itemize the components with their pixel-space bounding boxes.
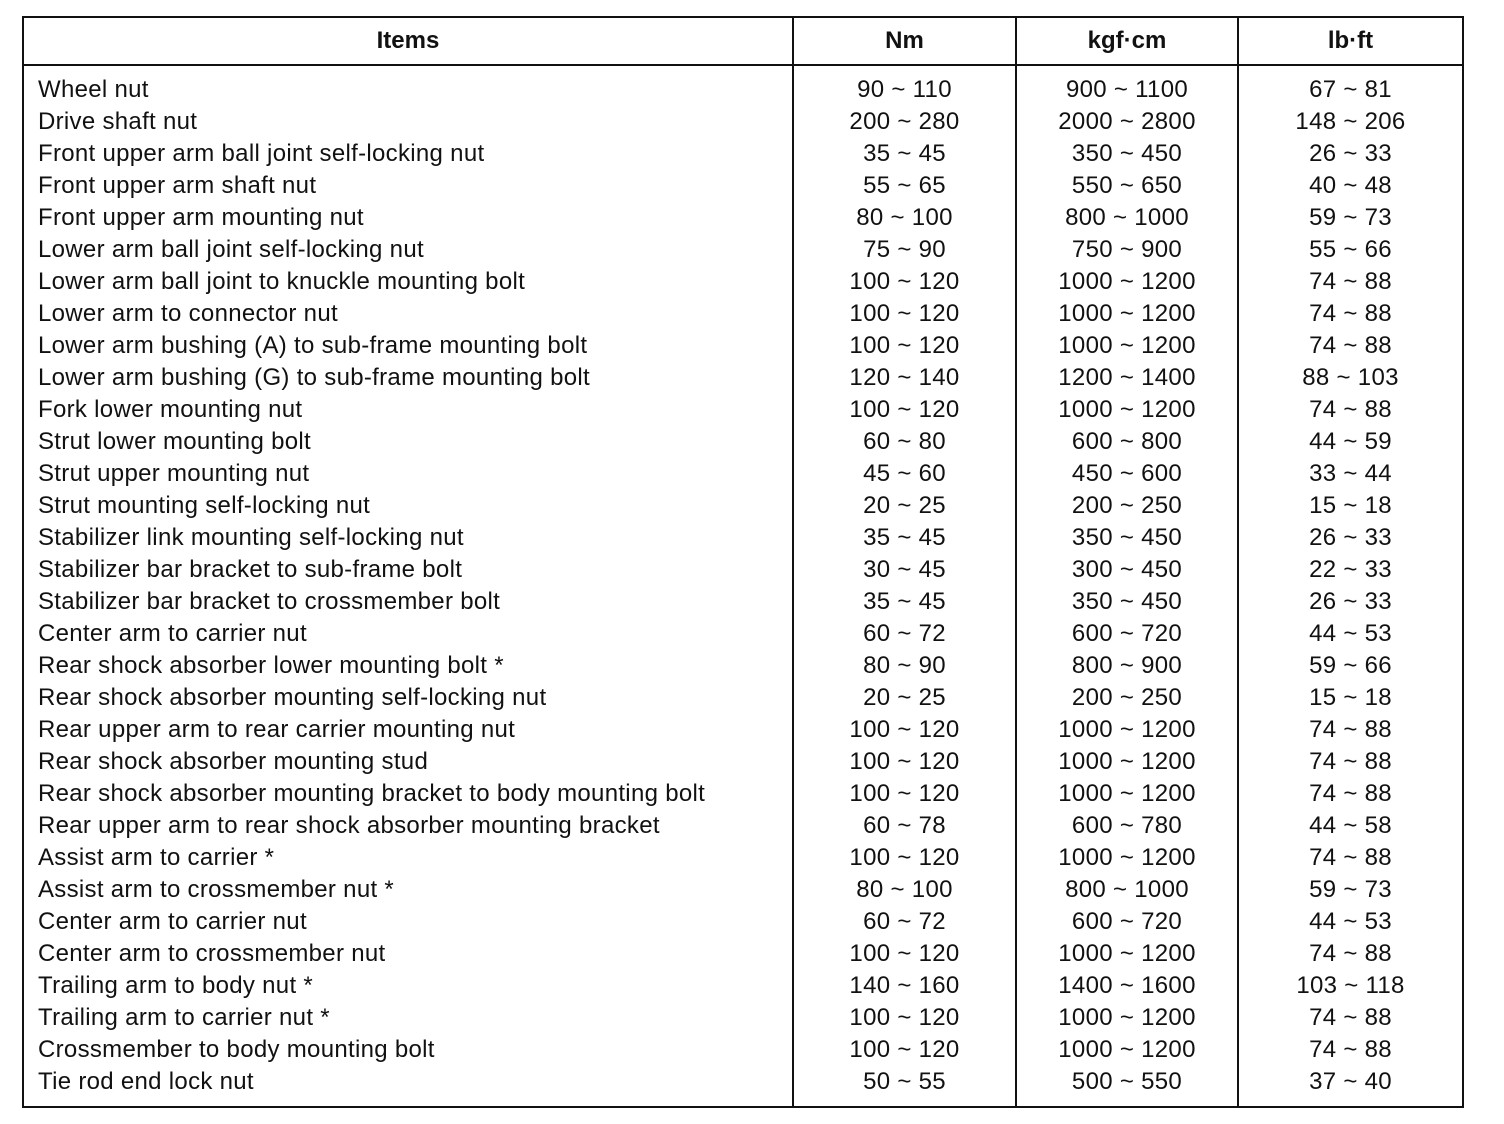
- torque-nm: 50 ~ 55: [793, 1066, 1016, 1107]
- torque-lb-ft: 74 ~ 88: [1238, 330, 1463, 362]
- table-row: [23, 362, 1463, 394]
- torque-lb-ft: 74 ~ 88: [1238, 842, 1463, 874]
- torque-kgf-cm: 1000 ~ 1200: [1016, 1002, 1238, 1034]
- torque-nm: 140 ~ 160: [793, 970, 1016, 1002]
- table-row: [23, 778, 1463, 810]
- item-name: Tie rod end lock nut: [38, 1068, 254, 1095]
- torque-kgf-cm: 300 ~ 450: [1016, 554, 1238, 586]
- torque-kgf-cm: 800 ~ 900: [1016, 650, 1238, 682]
- item-name: Lower arm bushing (G) to sub-frame mounting bolt: [38, 364, 590, 391]
- table-row: [23, 714, 1463, 746]
- torque-kgf-cm: 2000 ~ 2800: [1016, 106, 1238, 138]
- table-row: [23, 650, 1463, 682]
- item-name: Rear shock absorber mounting stud: [38, 748, 429, 775]
- torque-kgf-cm: 600 ~ 720: [1016, 906, 1238, 938]
- torque-kgf-cm: 500 ~ 550: [1016, 1066, 1238, 1107]
- torque-lb-ft: 67 ~ 81: [1238, 65, 1463, 106]
- table-body: [23, 65, 1463, 1107]
- torque-kgf-cm: 1000 ~ 1200: [1016, 938, 1238, 970]
- table-row: [23, 1066, 1463, 1107]
- torque-lb-ft: 26 ~ 33: [1238, 138, 1463, 170]
- torque-nm: 30 ~ 45: [793, 554, 1016, 586]
- item-name: Rear shock absorber lower mounting bolt *: [38, 652, 504, 679]
- torque-kgf-cm: 600 ~ 780: [1016, 810, 1238, 842]
- torque-lb-ft: 74 ~ 88: [1238, 1034, 1463, 1066]
- torque-lb-ft: 40 ~ 48: [1238, 170, 1463, 202]
- torque-lb-ft: 44 ~ 53: [1238, 906, 1463, 938]
- table-row: [23, 618, 1463, 650]
- torque-nm: 120 ~ 140: [793, 362, 1016, 394]
- torque-lb-ft: 59 ~ 66: [1238, 650, 1463, 682]
- torque-lb-ft: 74 ~ 88: [1238, 266, 1463, 298]
- table-row: [23, 1034, 1463, 1066]
- table-row: [23, 746, 1463, 778]
- item-name: Center arm to crossmember nut: [38, 940, 386, 967]
- table-row: [23, 202, 1463, 234]
- torque-lb-ft: 44 ~ 58: [1238, 810, 1463, 842]
- torque-lb-ft: 26 ~ 33: [1238, 522, 1463, 554]
- torque-kgf-cm: 1000 ~ 1200: [1016, 394, 1238, 426]
- item-name: Lower arm bushing (A) to sub-frame mounting bolt: [38, 332, 588, 359]
- table-row: [23, 426, 1463, 458]
- table-row: [23, 394, 1463, 426]
- torque-nm: 100 ~ 120: [793, 266, 1016, 298]
- torque-lb-ft: 22 ~ 33: [1238, 554, 1463, 586]
- item-name: Front upper arm shaft nut: [38, 172, 317, 199]
- item-name: Assist arm to carrier *: [38, 844, 275, 871]
- table-row: [23, 938, 1463, 970]
- item-name: Stabilizer bar bracket to sub-frame bolt: [38, 556, 463, 583]
- torque-nm: 100 ~ 120: [793, 714, 1016, 746]
- table-row: [23, 106, 1463, 138]
- torque-kgf-cm: 600 ~ 800: [1016, 426, 1238, 458]
- table-row: [23, 970, 1463, 1002]
- torque-lb-ft: 44 ~ 59: [1238, 426, 1463, 458]
- torque-nm: 80 ~ 100: [793, 874, 1016, 906]
- item-name: Drive shaft nut: [38, 108, 198, 135]
- item-name: Strut mounting self-locking nut: [38, 492, 371, 519]
- item-name: Lower arm ball joint self-locking nut: [38, 236, 424, 263]
- item-name: Crossmember to body mounting bolt: [38, 1036, 435, 1063]
- torque-lb-ft: 74 ~ 88: [1238, 938, 1463, 970]
- torque-kgf-cm: 1200 ~ 1400: [1016, 362, 1238, 394]
- table-row: [23, 234, 1463, 266]
- table-row: [23, 586, 1463, 618]
- item-name: Trailing arm to body nut *: [38, 972, 314, 999]
- torque-nm: 20 ~ 25: [793, 490, 1016, 522]
- header-items: Items: [23, 17, 793, 65]
- torque-nm: 20 ~ 25: [793, 682, 1016, 714]
- torque-nm: 100 ~ 120: [793, 1002, 1016, 1034]
- torque-nm: 100 ~ 120: [793, 938, 1016, 970]
- item-name: Center arm to carrier nut: [38, 620, 307, 647]
- header-lb-ft: lb·ft: [1238, 17, 1463, 65]
- table-row: [23, 490, 1463, 522]
- item-name: Lower arm ball joint to knuckle mounting bolt: [38, 268, 526, 295]
- torque-lb-ft: 88 ~ 103: [1238, 362, 1463, 394]
- torque-kgf-cm: 1000 ~ 1200: [1016, 1034, 1238, 1066]
- torque-nm: 35 ~ 45: [793, 522, 1016, 554]
- torque-nm: 100 ~ 120: [793, 746, 1016, 778]
- item-name: Rear shock absorber mounting self-locking nut: [38, 684, 547, 711]
- table-row: [23, 1002, 1463, 1034]
- torque-nm: 100 ~ 120: [793, 298, 1016, 330]
- item-name: Front upper arm ball joint self-locking nut: [38, 140, 485, 167]
- table-row: [23, 842, 1463, 874]
- torque-lb-ft: 37 ~ 40: [1238, 1066, 1463, 1107]
- torque-lb-ft: 148 ~ 206: [1238, 106, 1463, 138]
- table-row: [23, 170, 1463, 202]
- torque-kgf-cm: 800 ~ 1000: [1016, 202, 1238, 234]
- torque-nm: 60 ~ 72: [793, 618, 1016, 650]
- torque-lb-ft: 55 ~ 66: [1238, 234, 1463, 266]
- torque-lb-ft: 74 ~ 88: [1238, 298, 1463, 330]
- item-name: Wheel nut: [38, 76, 149, 103]
- torque-lb-ft: 74 ~ 88: [1238, 1002, 1463, 1034]
- table-row: [23, 138, 1463, 170]
- torque-kgf-cm: 1400 ~ 1600: [1016, 970, 1238, 1002]
- torque-kgf-cm: 450 ~ 600: [1016, 458, 1238, 490]
- torque-lb-ft: 33 ~ 44: [1238, 458, 1463, 490]
- item-name: Strut lower mounting bolt: [38, 428, 311, 455]
- torque-kgf-cm: 200 ~ 250: [1016, 682, 1238, 714]
- item-name: Assist arm to crossmember nut *: [38, 876, 395, 903]
- torque-kgf-cm: 1000 ~ 1200: [1016, 842, 1238, 874]
- torque-lb-ft: 74 ~ 88: [1238, 778, 1463, 810]
- table-row: [23, 682, 1463, 714]
- item-name: Rear upper arm to rear shock absorber mounting bracket: [38, 812, 660, 839]
- item-name: Front upper arm mounting nut: [38, 204, 364, 231]
- item-name: Stabilizer link mounting self-locking nut: [38, 524, 464, 551]
- torque-kgf-cm: 1000 ~ 1200: [1016, 746, 1238, 778]
- torque-nm: 35 ~ 45: [793, 586, 1016, 618]
- torque-spec-table: [22, 16, 1464, 1108]
- table-row: [23, 298, 1463, 330]
- torque-lb-ft: 44 ~ 53: [1238, 618, 1463, 650]
- item-name: Center arm to carrier nut: [38, 908, 307, 935]
- torque-lb-ft: 15 ~ 18: [1238, 682, 1463, 714]
- torque-lb-ft: 74 ~ 88: [1238, 394, 1463, 426]
- torque-nm: 55 ~ 65: [793, 170, 1016, 202]
- table-row: [23, 330, 1463, 362]
- torque-kgf-cm: 1000 ~ 1200: [1016, 330, 1238, 362]
- torque-lb-ft: 26 ~ 33: [1238, 586, 1463, 618]
- item-name: Fork lower mounting nut: [38, 396, 303, 423]
- table-row: [23, 874, 1463, 906]
- torque-lb-ft: 59 ~ 73: [1238, 202, 1463, 234]
- header-kgf-cm: kgf·cm: [1016, 17, 1238, 65]
- header-nm: Nm: [793, 17, 1016, 65]
- torque-kgf-cm: 550 ~ 650: [1016, 170, 1238, 202]
- torque-nm: 100 ~ 120: [793, 842, 1016, 874]
- torque-kgf-cm: 750 ~ 900: [1016, 234, 1238, 266]
- torque-nm: 60 ~ 72: [793, 906, 1016, 938]
- item-name: Trailing arm to carrier nut *: [38, 1004, 330, 1031]
- torque-kgf-cm: 900 ~ 1100: [1016, 65, 1238, 106]
- torque-kgf-cm: 200 ~ 250: [1016, 490, 1238, 522]
- torque-kgf-cm: 1000 ~ 1200: [1016, 714, 1238, 746]
- table-row: [23, 266, 1463, 298]
- torque-lb-ft: 74 ~ 88: [1238, 714, 1463, 746]
- torque-kgf-cm: 600 ~ 720: [1016, 618, 1238, 650]
- torque-nm: 80 ~ 90: [793, 650, 1016, 682]
- item-name: Rear upper arm to rear carrier mounting nut: [38, 716, 516, 743]
- torque-nm: 90 ~ 110: [793, 65, 1016, 106]
- torque-lb-ft: 74 ~ 88: [1238, 746, 1463, 778]
- torque-nm: 80 ~ 100: [793, 202, 1016, 234]
- torque-nm: 35 ~ 45: [793, 138, 1016, 170]
- torque-nm: 100 ~ 120: [793, 778, 1016, 810]
- torque-kgf-cm: 1000 ~ 1200: [1016, 298, 1238, 330]
- table-row: [23, 458, 1463, 490]
- item-name: Strut upper mounting nut: [38, 460, 310, 487]
- torque-nm: 100 ~ 120: [793, 330, 1016, 362]
- table-row: [23, 906, 1463, 938]
- torque-lb-ft: 103 ~ 118: [1238, 970, 1463, 1002]
- item-name: Stabilizer bar bracket to crossmember bolt: [38, 588, 501, 615]
- table-row: [23, 522, 1463, 554]
- torque-nm: 100 ~ 120: [793, 1034, 1016, 1066]
- torque-lb-ft: 15 ~ 18: [1238, 490, 1463, 522]
- torque-kgf-cm: 350 ~ 450: [1016, 522, 1238, 554]
- torque-nm: 60 ~ 78: [793, 810, 1016, 842]
- table-row: [23, 65, 1463, 106]
- torque-kgf-cm: 350 ~ 450: [1016, 586, 1238, 618]
- header-row: [23, 17, 1463, 65]
- torque-nm: 45 ~ 60: [793, 458, 1016, 490]
- torque-nm: 200 ~ 280: [793, 106, 1016, 138]
- torque-lb-ft: 59 ~ 73: [1238, 874, 1463, 906]
- item-name: Lower arm to connector nut: [38, 300, 338, 327]
- torque-kgf-cm: 350 ~ 450: [1016, 138, 1238, 170]
- table-row: [23, 810, 1463, 842]
- torque-kgf-cm: 1000 ~ 1200: [1016, 266, 1238, 298]
- item-name: Rear shock absorber mounting bracket to body mounting bolt: [38, 780, 706, 807]
- table-row: [23, 554, 1463, 586]
- torque-kgf-cm: 800 ~ 1000: [1016, 874, 1238, 906]
- torque-nm: 75 ~ 90: [793, 234, 1016, 266]
- torque-nm: 60 ~ 80: [793, 426, 1016, 458]
- torque-nm: 100 ~ 120: [793, 394, 1016, 426]
- torque-kgf-cm: 1000 ~ 1200: [1016, 778, 1238, 810]
